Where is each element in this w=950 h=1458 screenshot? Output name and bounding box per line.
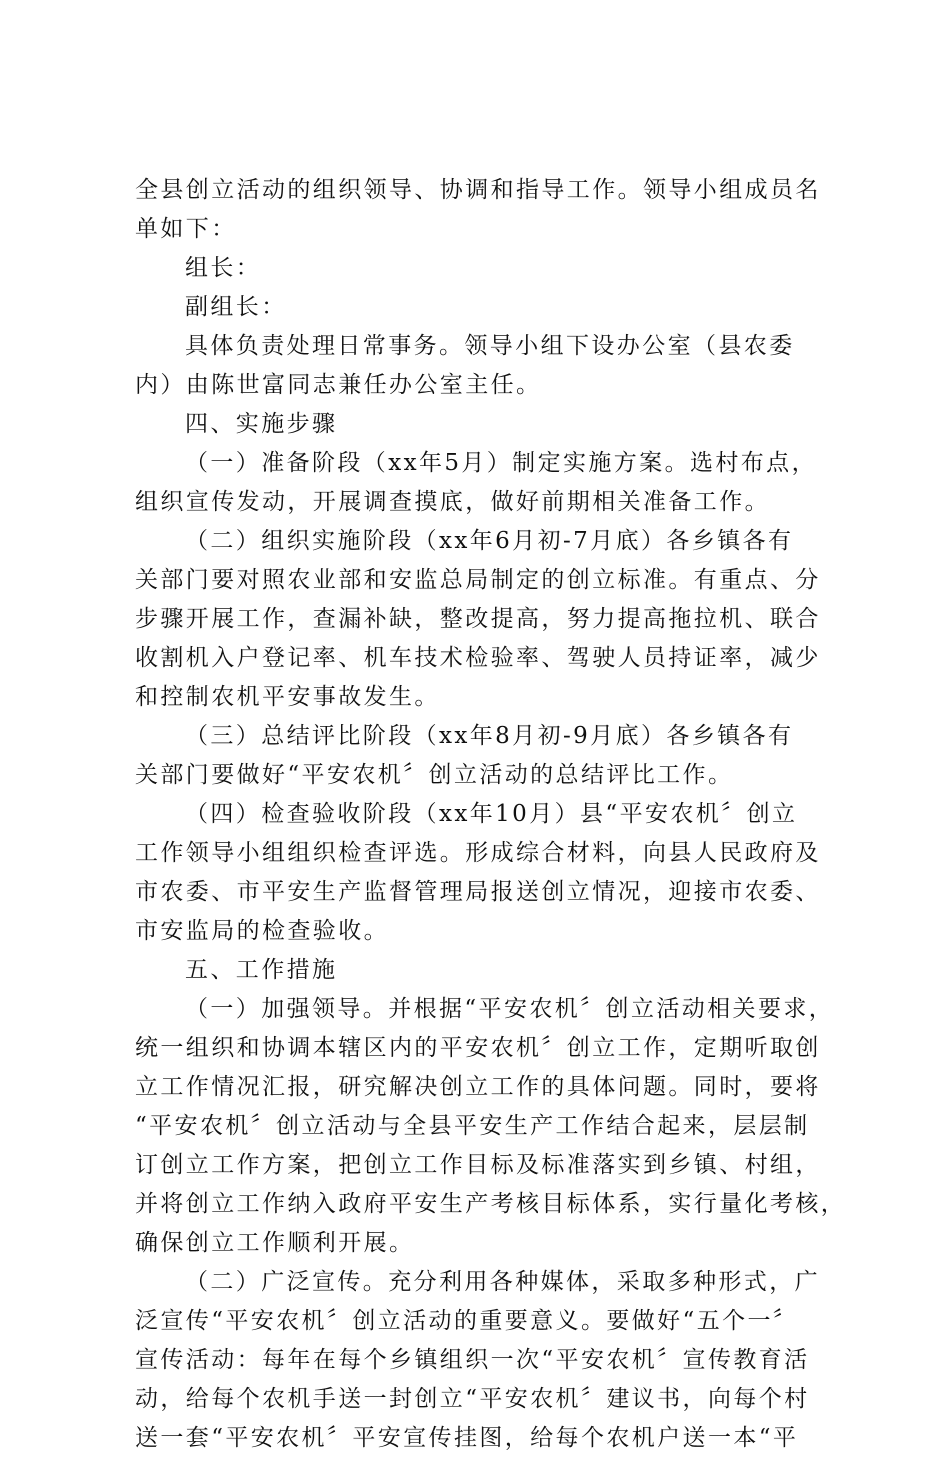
text-line: 收割机入户登记率、机车技术检验率、驾驶人员持证率，减少	[135, 645, 821, 671]
text-line: （三）总结评比阶段（xx年8月初-9月底）各乡镇各有	[185, 723, 794, 749]
text-line: 立工作情况汇报，研究解决创立工作的具体问题。同时，要将	[135, 1074, 821, 1100]
text-line: 内）由陈世富同志兼任办公室主任。	[135, 372, 542, 398]
text-line: 工作领导小组组织检查评选。形成综合材料，向县人民政府及	[135, 840, 821, 866]
text-line: （四）检查验收阶段（xx年10月）县“平安农机〞创立	[185, 801, 798, 827]
text-line: 确保创立工作顺利开展。	[135, 1230, 415, 1256]
text-line: 副组长：	[185, 294, 287, 320]
text-line: 关部门要对照农业部和安监总局制定的创立标准。有重点、分	[135, 567, 821, 593]
text-line: 和控制农机平安事故发生。	[135, 684, 440, 710]
section-heading: 五、工作措施	[185, 957, 338, 983]
text-line: 组长：	[185, 255, 262, 281]
text-line: 单如下：	[135, 216, 237, 242]
text-line: 市安监局的检查验收。	[135, 918, 389, 944]
text-line: （一）准备阶段（xx年5月）制定实施方案。选村布点，	[185, 450, 817, 476]
text-line: 统一组织和协调本辖区内的平安农机〞创立工作，定期听取创	[135, 1035, 821, 1061]
text-line: 全县创立活动的组织领导、协调和指导工作。领导小组成员名	[135, 177, 821, 203]
text-line: 并将创立工作纳入政府平安生产考核目标体系，实行量化考核，	[135, 1191, 847, 1217]
text-line: 关部门要做好“平安农机〞创立活动的总结评比工作。	[135, 762, 734, 788]
text-line: 步骤开展工作，查漏补缺，整改提高，努力提高拖拉机、联合	[135, 606, 821, 632]
text-line: （二）组织实施阶段（xx年6月初-7月底）各乡镇各有	[185, 528, 794, 554]
text-line: 送一套“平安农机〞平安宣传挂图，给每个农机户送一本“平	[135, 1425, 799, 1451]
section-heading: 四、实施步骤	[185, 411, 338, 437]
text-line: （一）加强领导。并根据“平安农机〞创立活动相关要求，	[185, 996, 835, 1022]
text-line: “平安农机〞创立活动与全县平安生产工作结合起来，层层制	[135, 1113, 810, 1139]
text-line: 泛宣传“平安农机〞创立活动的重要意义。要做好“五个一〞	[135, 1308, 799, 1334]
text-line: 宣传活动：每年在每个乡镇组织一次“平安农机〞宣传教育活	[135, 1347, 810, 1373]
text-line: 具体负责处理日常事务。领导小组下设办公室（县农委	[185, 333, 795, 359]
document-body	[135, 171, 847, 1458]
text-line: 订创立工作方案，把创立工作目标及标准落实到乡镇、村组，	[135, 1152, 821, 1178]
text-line: 市农委、市平安生产监督管理局报送创立情况，迎接市农委、	[135, 879, 821, 905]
text-line: （二）广泛宣传。充分利用各种媒体，采取多种形式，广	[185, 1269, 820, 1295]
text-line: 动，给每个农机手送一封创立“平安农机〞建议书，向每个村	[135, 1386, 810, 1412]
text-line: 组织宣传发动，开展调查摸底，做好前期相关准备工作。	[135, 489, 770, 515]
